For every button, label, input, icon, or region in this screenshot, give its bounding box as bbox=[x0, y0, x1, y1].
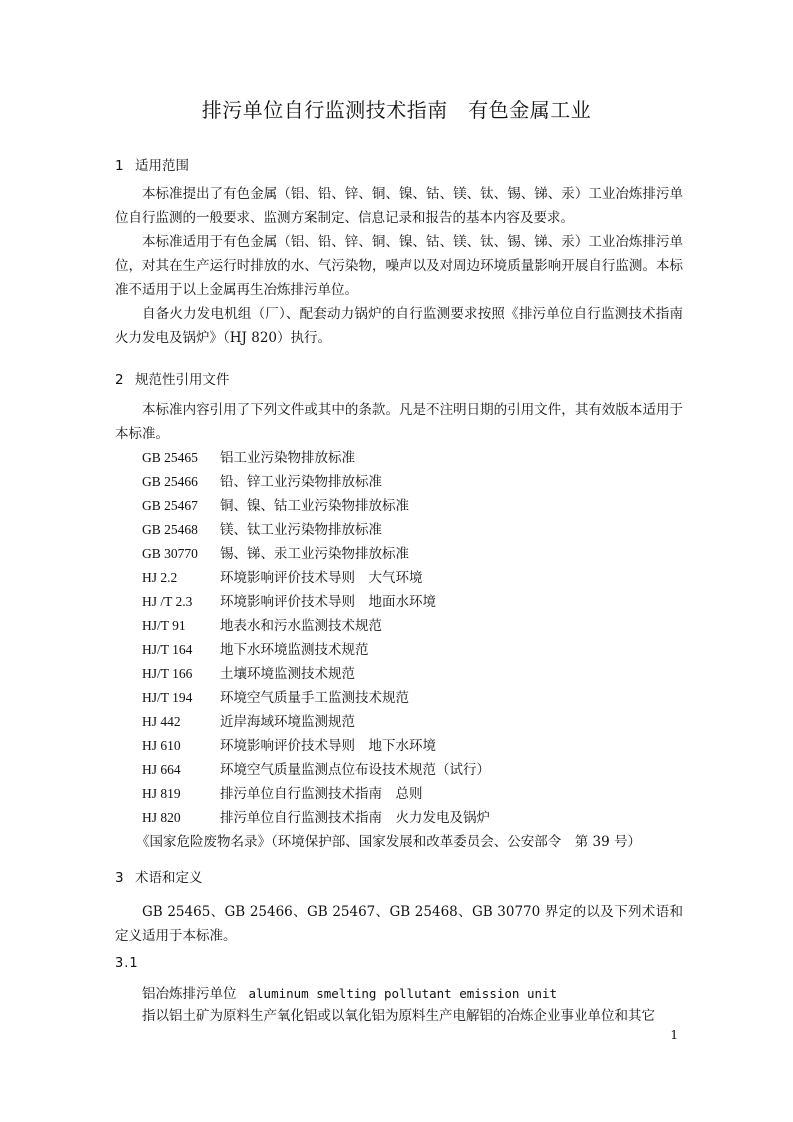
reference-title: 环境影响评价技术导则 地面水环境 bbox=[220, 594, 436, 610]
reference-code: HJ 820 bbox=[142, 810, 181, 825]
reference-item bbox=[142, 566, 490, 590]
reference-code: HJ /T 2.3 bbox=[142, 594, 193, 609]
page-number: 1 bbox=[670, 1028, 678, 1042]
reference-code: HJ 664 bbox=[142, 762, 181, 777]
reference-code: GB 25465 bbox=[142, 450, 198, 465]
reference-code: GB 25467 bbox=[142, 498, 198, 513]
reference-code: HJ/T 91 bbox=[142, 618, 186, 633]
section-2-heading bbox=[115, 368, 230, 388]
reference-title: 排污单位自行监测技术指南 总则 bbox=[220, 786, 423, 802]
reference-title: 环境空气质量监测点位布设技术规范（试行） bbox=[220, 762, 490, 778]
reference-item bbox=[142, 710, 490, 734]
reference-item bbox=[142, 518, 490, 542]
reference-item bbox=[142, 686, 490, 710]
reference-item bbox=[142, 758, 490, 782]
reference-code: HJ 442 bbox=[142, 714, 181, 729]
reference-list bbox=[142, 446, 490, 830]
term-definition: 指以铝土矿为原料生产氧化铝或以氧化铝为原料生产电解铝的冶炼企业事业单位和其它 bbox=[142, 1008, 655, 1024]
section-title: 规范性引用文件 bbox=[135, 372, 230, 388]
reference-code: GB 25466 bbox=[142, 474, 198, 489]
section-1-heading bbox=[115, 154, 189, 174]
reference-code: HJ 610 bbox=[142, 738, 181, 753]
reference-item bbox=[142, 614, 490, 638]
section-3-heading bbox=[115, 866, 203, 886]
reference-code: HJ/T 194 bbox=[142, 690, 193, 705]
reference-item bbox=[142, 806, 490, 830]
paragraph: GB 25465、GB 25466、GB 25467、GB 25468、GB 30770 界定的以及下列术语和定义适用于本标准。 bbox=[115, 904, 683, 944]
reference-title: 地表水和污水监测技术规范 bbox=[220, 618, 382, 634]
paragraph: 本标准适用于有色金属（铝、铅、锌、铜、镍、钴、镁、钛、锡、锑、汞）工业冶炼排污单位，对其在生产运行时排放的水、气污染物，噪声以及对周边环境质量影响开展自行监测。本标准不适用于以上金属再生冶炼排污单位。 bbox=[115, 234, 683, 298]
reference-code: HJ 2.2 bbox=[142, 570, 178, 585]
section-number: 1 bbox=[115, 158, 124, 174]
reference-title: 铅、锌工业污染物排放标准 bbox=[220, 474, 382, 490]
document-title: 排污单位自行监测技术指南 有色金属工业 bbox=[201, 98, 592, 122]
section-title: 适用范围 bbox=[135, 158, 189, 174]
reference-item bbox=[142, 734, 490, 758]
reference-title: 地下水环境监测技术规范 bbox=[220, 642, 369, 658]
section-title: 术语和定义 bbox=[135, 870, 203, 886]
subsection-number: 3.1 bbox=[115, 956, 139, 971]
reference-code: HJ 819 bbox=[142, 786, 181, 801]
paragraph: 本标准内容引用了下列文件或其中的条款。凡是不注明日期的引用文件，其有效版本适用于本标准。 bbox=[115, 402, 683, 442]
reference-title: 铜、镍、钴工业污染物排放标准 bbox=[220, 498, 409, 514]
reference-title: 镁、钛工业污染物排放标准 bbox=[220, 522, 382, 538]
reference-item bbox=[142, 446, 490, 470]
reference-item bbox=[142, 638, 490, 662]
reference-item bbox=[142, 590, 490, 614]
reference-code: GB 30770 bbox=[142, 546, 198, 561]
term-entry bbox=[142, 982, 557, 1002]
reference-title: 环境空气质量手工监测技术规范 bbox=[220, 690, 409, 706]
reference-code: HJ/T 166 bbox=[142, 666, 193, 681]
paragraph: 本标准提出了有色金属（铝、铅、锌、铜、镍、钴、镁、钛、锡、锑、汞）工业冶炼排污单位自行监测的一般要求、监测方案制定、信息记录和报告的基本内容及要求。 bbox=[115, 186, 683, 226]
term-chinese: 铝冶炼排污单位 bbox=[142, 986, 237, 1002]
reference-title: 近岸海域环境监测规范 bbox=[220, 714, 355, 730]
reference-title: 锡、锑、汞工业污染物排放标准 bbox=[220, 546, 409, 562]
reference-title: 环境影响评价技术导则 大气环境 bbox=[220, 570, 423, 586]
term-english: aluminum smelting pollutant emission unit bbox=[248, 986, 558, 1001]
reference-item bbox=[142, 782, 490, 806]
reference-item bbox=[142, 662, 490, 686]
reference-item bbox=[142, 542, 490, 566]
reference-title: 土壤环境监测技术规范 bbox=[220, 666, 355, 682]
reference-item bbox=[142, 494, 490, 518]
section-number: 3 bbox=[115, 870, 124, 886]
reference-code: GB 25468 bbox=[142, 522, 198, 537]
reference-title: 环境影响评价技术导则 地下水环境 bbox=[220, 738, 436, 754]
reference-title: 排污单位自行监测技术指南 火力发电及锅炉 bbox=[220, 810, 490, 826]
reference-item bbox=[142, 470, 490, 494]
reference-item-extra: 《国家危险废物名录》（环境保护部、国家发展和改革委员会、公安部令 第 39 号） bbox=[136, 834, 642, 850]
paragraph: 自备火力发电机组（厂）、配套动力锅炉的自行监测要求按照《排污单位自行监测技术指南 火力发电及锅炉》（HJ 820）执行。 bbox=[115, 306, 697, 346]
reference-code: HJ/T 164 bbox=[142, 642, 193, 657]
section-number: 2 bbox=[115, 372, 124, 388]
reference-title: 铝工业污染物排放标准 bbox=[220, 450, 355, 466]
